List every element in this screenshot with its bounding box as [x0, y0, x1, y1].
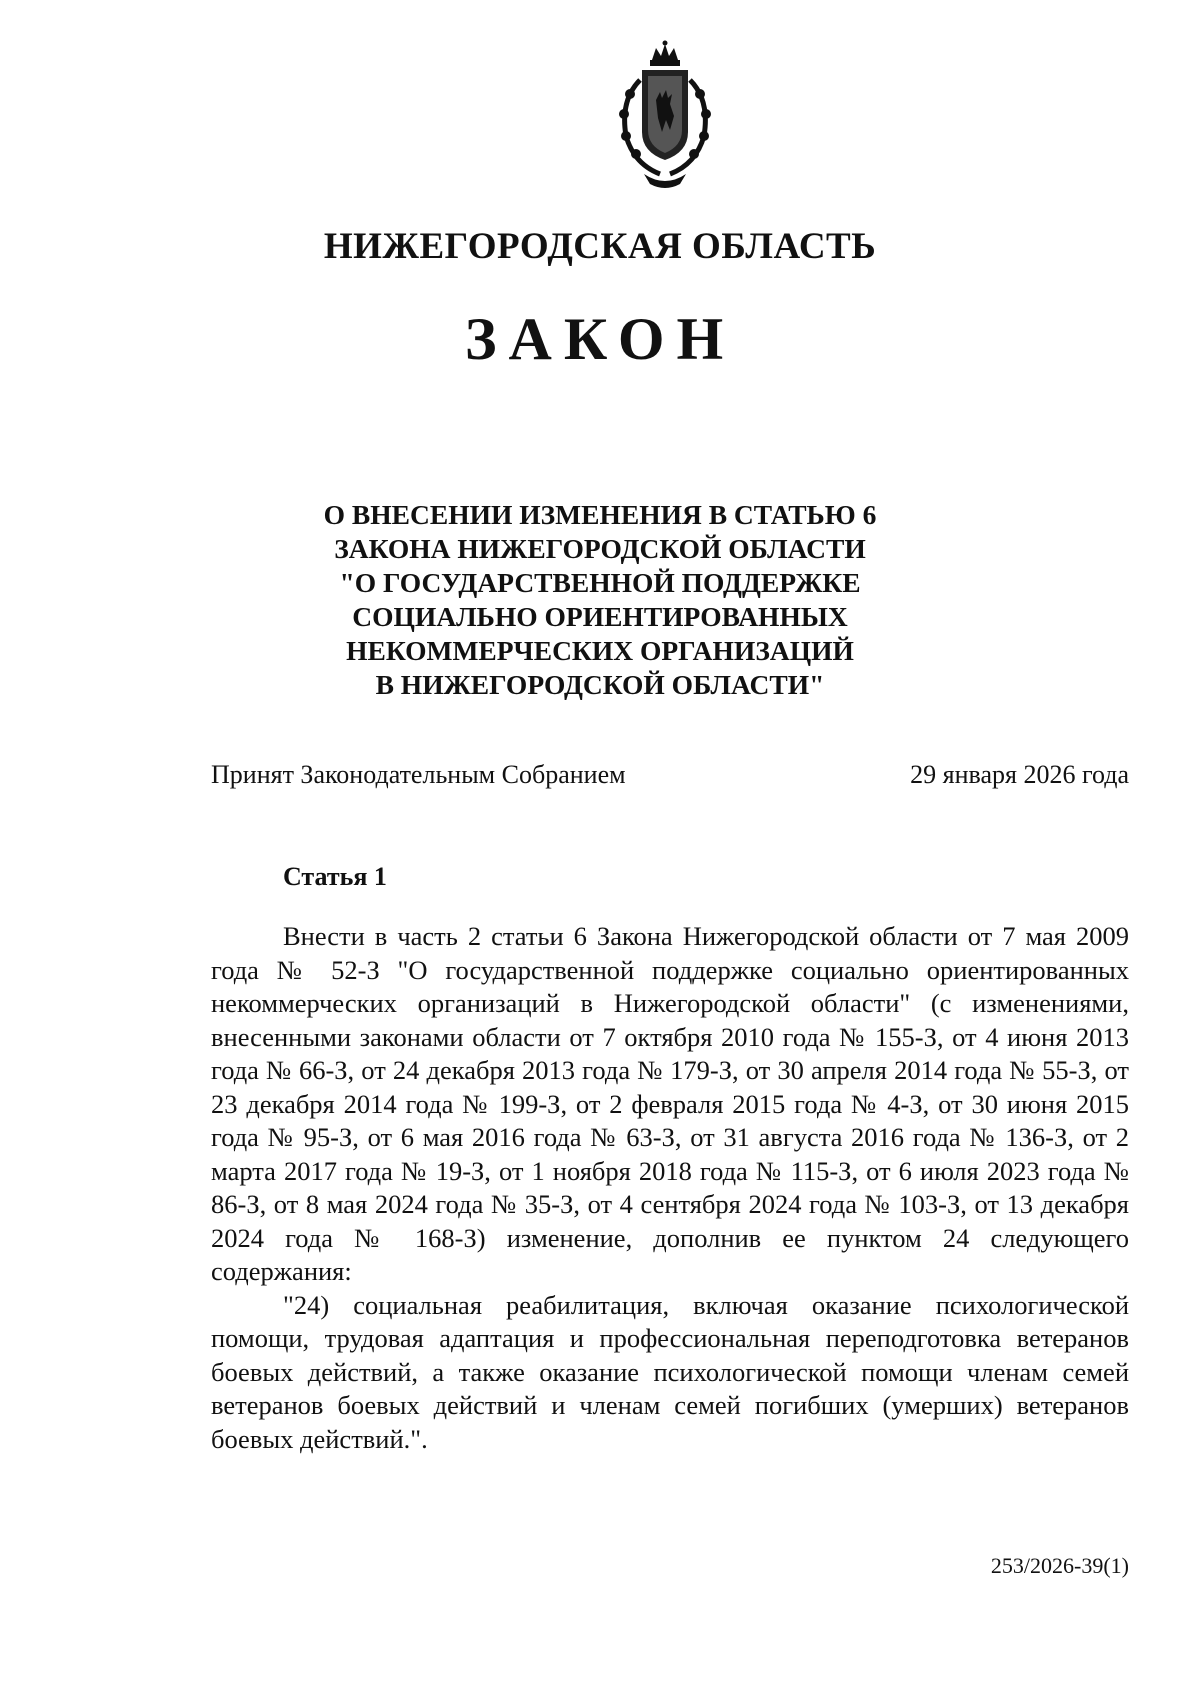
law-title: ЗАКОН	[464, 306, 736, 372]
subject-line: ЗАКОНА НИЖЕГОРОДСКОЙ ОБЛАСТИ	[334, 533, 866, 564]
article-paragraph: Внести в часть 2 статьи 6 Закона Нижегородской области от 7 мая 2009 года № 52-З "О государственной поддержке социально ориентированных некоммерческих организаций в Нижегородской области" (с изменениями, внесенными законами области от 7 октября 2010 года № 155-З, от 4 июня 2013 года № 66-З, от 24 декабря 2013 года № 179-З, от 30 апреля 2014 года № 55-З, от 23 декабря 2014 года № 199-З, от 2 февраля 2015 года № 4-З, от 30 июня 2015 года № 95-З, от 6 мая 2016 года № 63-З, от 31 августа 2016 года № 136-З, от 2 марта 2017 года № 19-З, от 1 ноября 2018 года № 115-З, от 6 июля 2023 года № 86-З, от 8 мая 2024 года № 35-З, от 4 сентября 2024 года № 103-З, от 13 декабря 2024 года № 168-З) изменение, дополнив ее пунктом 24 следующего содержания:	[211, 921, 1129, 1286]
subject-line: О ВНЕСЕНИИ ИЗМЕНЕНИЯ В СТАТЬЮ 6	[323, 499, 877, 530]
subject-line: НЕКОММЕРЧЕСКИХ ОРГАНИЗАЦИЙ	[346, 635, 854, 666]
article-title: Статья 1	[283, 862, 387, 891]
article-body	[211, 920, 1129, 1456]
subject-line: "О ГОСУДАРСТВЕННОЙ ПОДДЕРЖКЕ	[339, 567, 861, 598]
adoption-row	[211, 758, 1129, 792]
adopted-by: Принят Законодательным Собранием	[211, 760, 626, 789]
document-number: 253/2026-39(1)	[990, 1553, 1129, 1578]
adoption-date: 29 января 2026 года	[910, 760, 1129, 789]
coat-of-arms-icon	[600, 40, 730, 190]
law-subject	[0, 498, 1200, 702]
region-title: НИЖЕГОРОДСКАЯ ОБЛАСТЬ	[323, 226, 877, 267]
subject-line: СОЦИАЛЬНО ОРИЕНТИРОВАННЫХ	[352, 601, 848, 632]
subject-line: В НИЖЕГОРОДСКОЙ ОБЛАСТИ"	[375, 669, 825, 700]
article-paragraph: "24) социальная реабилитация, включая оказание психологической помощи, трудовая адаптация и профессиональная переподготовка ветеранов боевых действий, а также оказание психологической помощи членам семей ветеранов боевых действий и членам семей погибших (умерших) ветеранов боевых действий.".	[211, 1289, 1129, 1454]
